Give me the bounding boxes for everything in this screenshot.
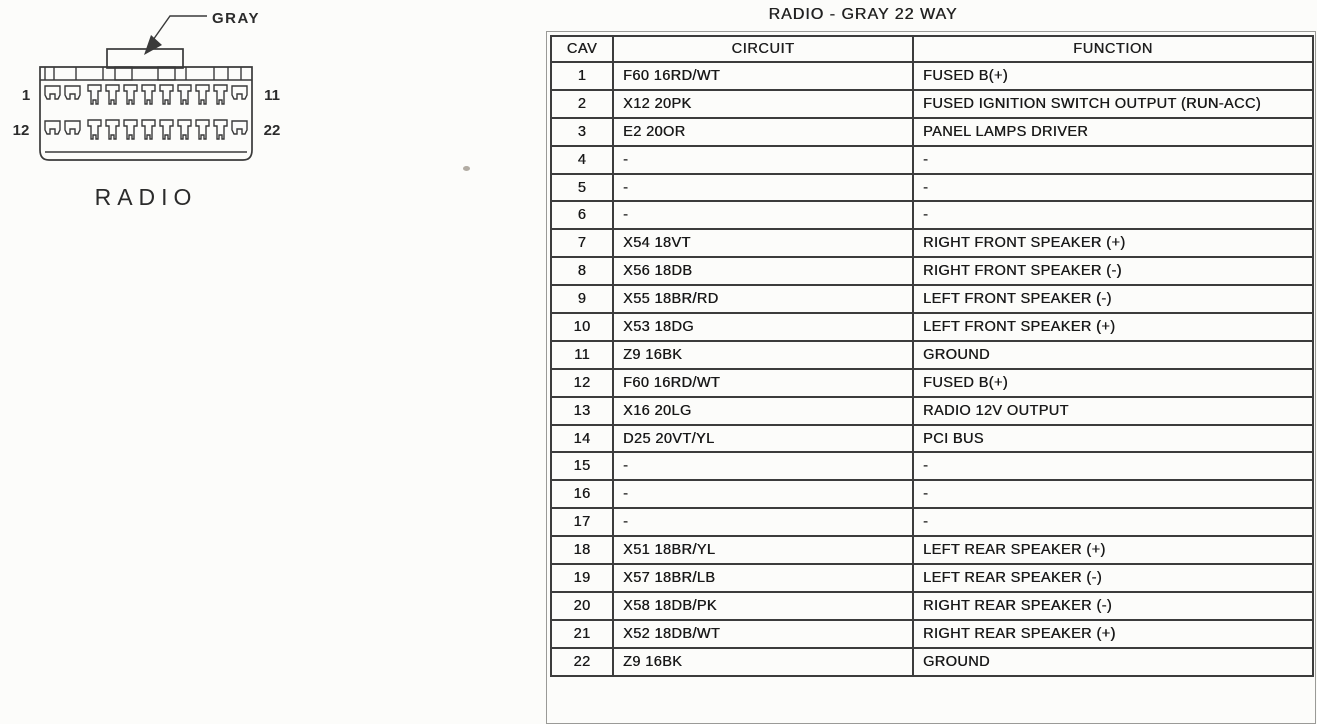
cav-cell: 1 (551, 62, 613, 90)
function-cell: PANEL LAMPS DRIVER (913, 118, 1313, 146)
function-cell: - (913, 452, 1313, 480)
connector-latch-tab (107, 49, 183, 68)
function-cell: GROUND (913, 648, 1313, 676)
pin-label-1: 1 (21, 87, 31, 104)
function-cell: FUSED IGNITION SWITCH OUTPUT (RUN-ACC) (913, 90, 1313, 118)
circuit-cell: X16 20LG (613, 397, 913, 425)
circuit-cell: - (613, 452, 913, 480)
pin-label-22: 22 (263, 122, 281, 139)
connector-color-label: GRAY (212, 10, 260, 27)
circuit-cell: X52 18DB/WT (613, 620, 913, 648)
function-cell: LEFT REAR SPEAKER (-) (913, 564, 1313, 592)
table-header-row (551, 36, 1313, 62)
table-row (551, 229, 1313, 257)
table-row (551, 369, 1313, 397)
pinout-table-wrapper (546, 31, 1316, 724)
cav-cell: 15 (551, 452, 613, 480)
top-pin-row (45, 85, 247, 104)
cav-cell: 22 (551, 648, 613, 676)
cav-cell: 2 (551, 90, 613, 118)
circuit-cell: - (613, 201, 913, 229)
table-row (551, 480, 1313, 508)
cav-cell: 9 (551, 285, 613, 313)
circuit-cell: X12 20PK (613, 90, 913, 118)
table-title: RADIO - GRAY 22 WAY (768, 6, 958, 23)
connector-drawing (0, 0, 300, 230)
function-cell: FUSED B(+) (913, 369, 1313, 397)
circuit-cell: X53 18DG (613, 313, 913, 341)
table-row (551, 341, 1313, 369)
function-cell: - (913, 480, 1313, 508)
circuit-cell: - (613, 146, 913, 174)
table-row (551, 425, 1313, 453)
circuit-cell: E2 20OR (613, 118, 913, 146)
pin-label-12: 12 (12, 122, 30, 139)
function-cell: RADIO 12V OUTPUT (913, 397, 1313, 425)
cav-cell: 7 (551, 229, 613, 257)
function-cell: - (913, 201, 1313, 229)
function-cell: PCI BUS (913, 425, 1313, 453)
connector-caption: RADIO (94, 184, 198, 210)
cav-cell: 3 (551, 118, 613, 146)
table-row (551, 564, 1313, 592)
table-row (551, 648, 1313, 676)
circuit-cell: Z9 16BK (613, 341, 913, 369)
pin-label-11: 11 (264, 87, 280, 104)
cav-cell: 18 (551, 536, 613, 564)
table-row (551, 146, 1313, 174)
column-header-cav: CAV (551, 36, 613, 62)
table-row (551, 257, 1313, 285)
cav-cell: 19 (551, 564, 613, 592)
function-cell: - (913, 146, 1313, 174)
circuit-cell: D25 20VT/YL (613, 425, 913, 453)
function-cell: RIGHT REAR SPEAKER (+) (913, 620, 1313, 648)
column-header-function: FUNCTION (913, 36, 1313, 62)
table-row (551, 592, 1313, 620)
table-row (551, 118, 1313, 146)
bottom-pin-row (45, 120, 247, 139)
circuit-cell: X51 18BR/YL (613, 536, 913, 564)
circuit-cell: - (613, 508, 913, 536)
cav-cell: 12 (551, 369, 613, 397)
circuit-cell: F60 16RD/WT (613, 62, 913, 90)
circuit-cell: X54 18VT (613, 229, 913, 257)
table-row (551, 397, 1313, 425)
cav-cell: 13 (551, 397, 613, 425)
function-cell: - (913, 174, 1313, 202)
circuit-cell: X58 18DB/PK (613, 592, 913, 620)
table-row (551, 452, 1313, 480)
cav-cell: 6 (551, 201, 613, 229)
table-row (551, 536, 1313, 564)
table-row (551, 62, 1313, 90)
scan-speck (463, 166, 470, 171)
table-row (551, 90, 1313, 118)
circuit-cell: - (613, 480, 913, 508)
cav-cell: 8 (551, 257, 613, 285)
cav-cell: 20 (551, 592, 613, 620)
cav-cell: 17 (551, 508, 613, 536)
top-strip-notches (45, 67, 241, 80)
cav-cell: 10 (551, 313, 613, 341)
circuit-cell: X57 18BR/LB (613, 564, 913, 592)
circuit-cell: - (613, 174, 913, 202)
function-cell: LEFT FRONT SPEAKER (+) (913, 313, 1313, 341)
function-cell: GROUND (913, 341, 1313, 369)
table-row (551, 508, 1313, 536)
cav-cell: 16 (551, 480, 613, 508)
circuit-cell: X55 18BR/RD (613, 285, 913, 313)
cav-cell: 11 (551, 341, 613, 369)
function-cell: FUSED B(+) (913, 62, 1313, 90)
table-row (551, 174, 1313, 202)
circuit-cell: F60 16RD/WT (613, 369, 913, 397)
function-cell: - (913, 508, 1313, 536)
cav-cell: 5 (551, 174, 613, 202)
pinout-table-body (551, 62, 1313, 676)
table-row (551, 201, 1313, 229)
radio-connector-figure (0, 0, 300, 230)
function-cell: RIGHT FRONT SPEAKER (-) (913, 257, 1313, 285)
column-header-circuit: CIRCUIT (613, 36, 913, 62)
function-cell: LEFT REAR SPEAKER (+) (913, 536, 1313, 564)
circuit-cell: X56 18DB (613, 257, 913, 285)
function-cell: RIGHT FRONT SPEAKER (+) (913, 229, 1313, 257)
table-row (551, 313, 1313, 341)
function-cell: LEFT FRONT SPEAKER (-) (913, 285, 1313, 313)
cav-cell: 14 (551, 425, 613, 453)
table-row (551, 620, 1313, 648)
circuit-cell: Z9 16BK (613, 648, 913, 676)
table-row (551, 285, 1313, 313)
cav-cell: 21 (551, 620, 613, 648)
cav-cell: 4 (551, 146, 613, 174)
connector-body (40, 67, 252, 160)
pinout-table (550, 35, 1314, 677)
function-cell: RIGHT REAR SPEAKER (-) (913, 592, 1313, 620)
